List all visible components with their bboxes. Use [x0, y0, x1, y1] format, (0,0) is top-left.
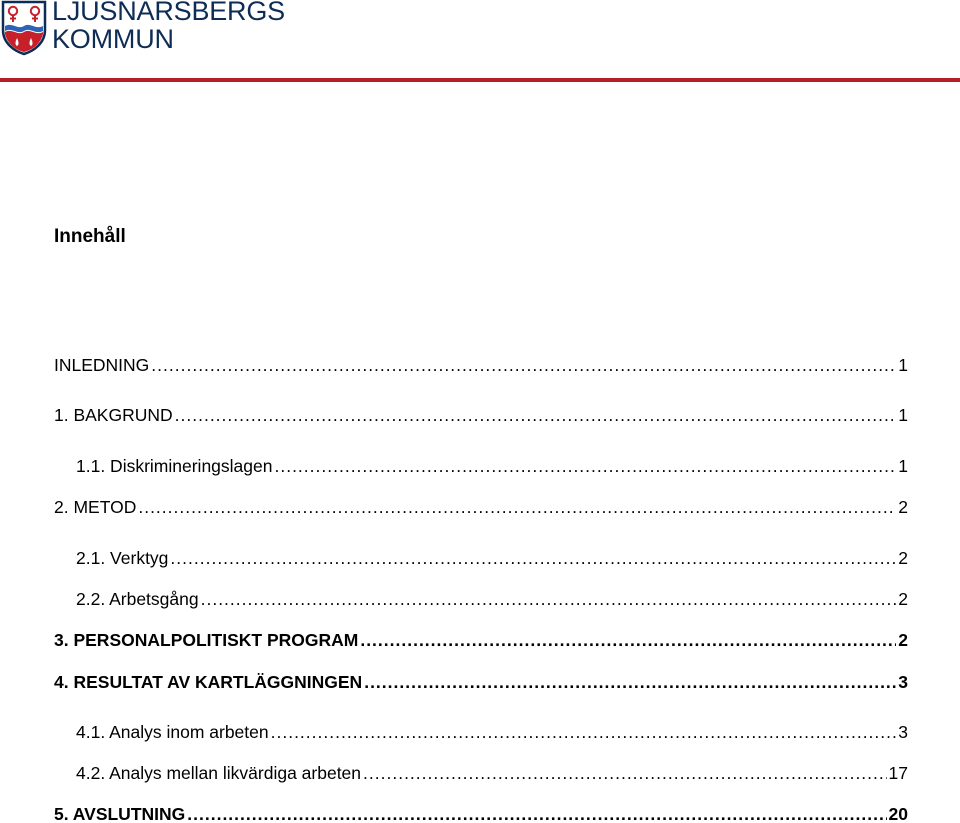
toc-dot-leader: [364, 672, 896, 693]
toc-dot-leader: [187, 804, 886, 823]
toc-entry-label: 2. METOD: [54, 497, 137, 517]
toc-dot-leader: [138, 497, 896, 518]
toc-entry-verktyg[interactable]: [76, 548, 908, 569]
toc-entry-label: 1.1. Diskrimineringslagen: [76, 456, 273, 476]
toc-dot-leader: [271, 722, 897, 743]
toc-entry-bakgrund[interactable]: [54, 405, 908, 426]
toc-dot-leader: [170, 548, 896, 569]
toc-entry-label: INLEDNING: [54, 355, 150, 375]
toc-entry-label: 5. AVSLUTNING: [54, 804, 186, 823]
municipality-logo-text: [52, 0, 285, 54]
toc-dot-leader: [151, 355, 896, 376]
toc-title: Innehåll: [54, 226, 126, 247]
toc-entry-inledning[interactable]: [54, 355, 908, 376]
toc-dot-leader: [360, 630, 896, 651]
toc-entry-label: 3. PERSONALPOLITISKT PROGRAM: [54, 630, 359, 650]
toc-entry-analys-mellan[interactable]: [76, 763, 908, 784]
toc-page-number: 2: [898, 548, 908, 568]
toc-entry-diskrimineringslagen[interactable]: [76, 456, 908, 477]
toc-entry-personalpolitiskt-program[interactable]: [54, 630, 908, 651]
toc-page-number: 1: [898, 355, 908, 375]
toc-dot-leader: [201, 589, 897, 610]
header-divider: [0, 78, 960, 82]
toc-page-number: 2: [898, 497, 908, 517]
page-header: [0, 0, 960, 84]
toc-page-number: 2: [898, 589, 908, 609]
logo-line-1: LJUSNARSBERGS: [52, 0, 285, 26]
municipal-coat-of-arms-icon: [0, 0, 48, 56]
toc-entry-label: 4.2. Analys mellan likvärdiga arbeten: [76, 763, 362, 783]
toc-dot-leader: [363, 763, 887, 784]
toc-entry-avslutning[interactable]: [54, 804, 908, 823]
toc-entry-analys-inom[interactable]: [76, 722, 908, 743]
toc-page-number: 1: [898, 405, 908, 425]
toc-entry-label: 4. RESULTAT AV KARTLÄGGNINGEN: [54, 672, 363, 692]
toc-page-number: 1: [898, 456, 908, 476]
toc-entry-label: 2.2. Arbetsgång: [76, 589, 199, 609]
toc-dot-leader: [274, 456, 896, 477]
toc-page-number: 17: [888, 763, 908, 783]
toc-entry-arbetsgang[interactable]: [76, 589, 908, 610]
toc-page-number: 3: [898, 672, 908, 692]
toc-page-number: 2: [898, 630, 908, 650]
logo-line-2: KOMMUN: [52, 24, 174, 54]
toc-entry-label: 2.1. Verktyg: [76, 548, 169, 568]
toc-page-number: 3: [898, 722, 908, 742]
toc-page-number: 20: [888, 804, 908, 823]
toc-entry-metod[interactable]: [54, 497, 908, 518]
toc-entry-resultat[interactable]: [54, 672, 908, 693]
toc-entry-label: 1. BAKGRUND: [54, 405, 173, 425]
toc-dot-leader: [175, 405, 897, 426]
toc-entry-label: 4.1. Analys inom arbeten: [76, 722, 269, 742]
